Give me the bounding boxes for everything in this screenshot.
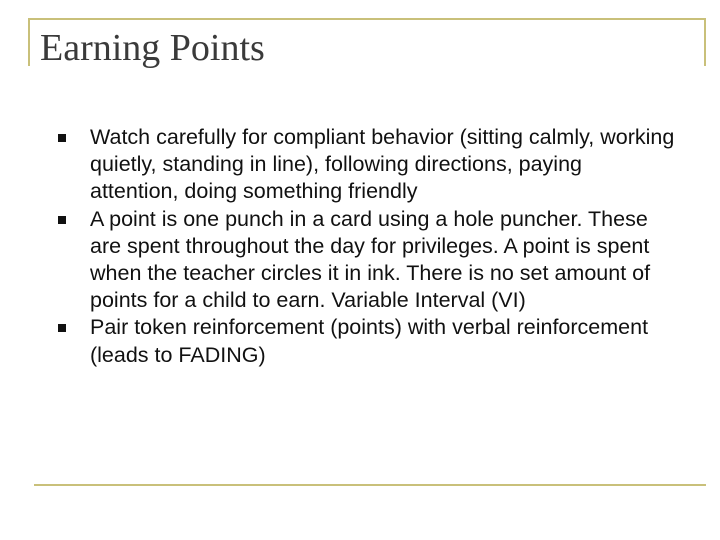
right-divider xyxy=(704,18,706,66)
bullet-item xyxy=(56,314,676,368)
left-divider xyxy=(28,18,30,66)
bullet-list xyxy=(56,124,676,369)
bullet-text: Pair token reinforcement (points) with verbal reinforcement (leads to FADING) xyxy=(90,315,649,367)
bottom-divider xyxy=(34,484,706,486)
square-bullet-icon xyxy=(58,134,66,142)
square-bullet-icon xyxy=(58,216,66,224)
bullet-item xyxy=(56,206,676,315)
slide-title: Earning Points xyxy=(40,27,265,69)
bullet-text: Watch carefully for compliant behavior (sitting calmly, working quietly, standing in line), following directions, paying attention, doing something friendly xyxy=(90,125,675,204)
square-bullet-icon xyxy=(58,324,66,332)
top-divider xyxy=(28,18,706,20)
bullet-text: A point is one punch in a card using a hole puncher. These are spent throughout the day for privileges. A point is spent when the teacher circles it in ink. There is no set amount of points for a child to earn. Variable Interval (VI) xyxy=(90,206,651,313)
bullet-item xyxy=(56,124,676,206)
